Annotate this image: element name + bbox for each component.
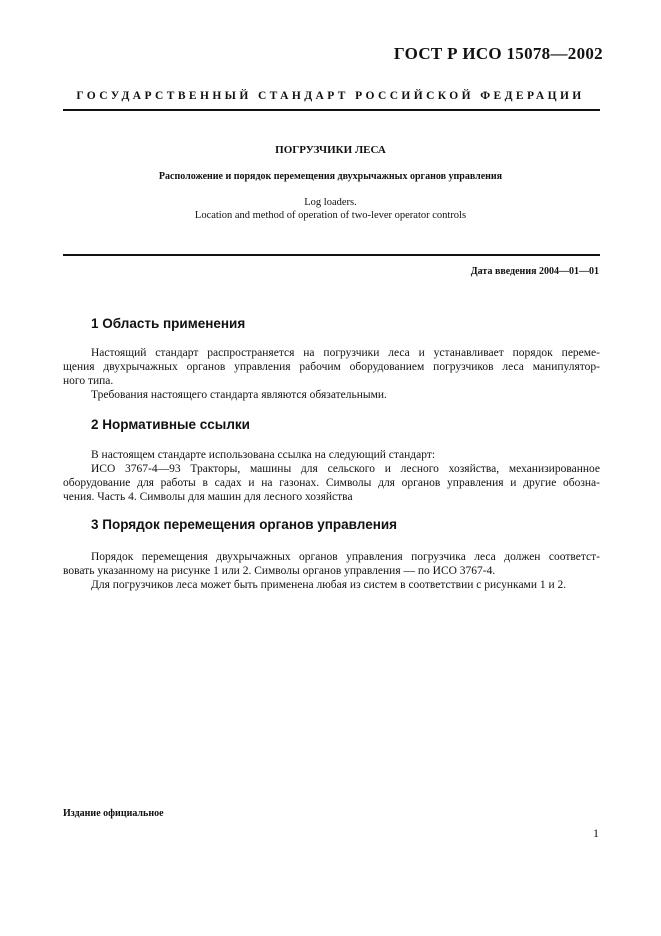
title-divider (63, 254, 600, 256)
english-title-line: Log loaders. (304, 197, 357, 208)
state-standard-title: ГОСУДАРСТВЕННЫЙ СТАНДАРТ РОССИЙСКОЙ ФЕДЕРАЦИИ (76, 90, 585, 102)
english-title (0, 196, 661, 222)
section-heading-scope: 1 Область применения (91, 316, 246, 331)
paragraph-line: оборудование для работы в садах и на газонах. Символы для органов управления и другие обозна- (63, 477, 600, 489)
paragraph-line: ного типа. (63, 375, 114, 387)
edition-note: Издание официальное (63, 808, 164, 819)
page-number: 1 (593, 826, 599, 840)
section-body-references (63, 448, 600, 504)
paragraph-line: Для погрузчиков леса может быть применена любая из систем в соответствии с рисунками 1 и 2. (91, 579, 567, 591)
introduction-date: Дата введения 2004—01—01 (470, 266, 599, 277)
standard-title: ПОГРУЗЧИКИ ЛЕСА (275, 144, 386, 156)
paragraph-line: В настоящем стандарте использована ссылка на следующий стандарт: (91, 449, 436, 461)
paragraph-line: щения двухрычажных органов управления рабочим оборудованием погрузчиков леса манипулятор- (63, 361, 600, 373)
paragraph-line: Порядок перемещения двухрычажных органов управления погрузчика леса должен соответст- (91, 551, 600, 563)
document-code: ГОСТ Р ИСО 15078—2002 (393, 44, 603, 63)
section-body-control-order (63, 550, 600, 592)
paragraph-line: чения. Часть 4. Символы для машин для лесного хозяйства (63, 491, 353, 503)
section-heading-control-order: 3 Порядок перемещения органов управления (91, 517, 398, 532)
english-title-line: Location and method of operation of two-lever operator controls (194, 210, 467, 221)
paragraph-line: Настоящий стандарт распространяется на погрузчики леса и устанавливает порядок переме- (91, 347, 600, 359)
paragraph-line: ИСО 3767-4—93 Тракторы, машины для сельского и лесного хозяйства, механизированное (91, 463, 600, 475)
section-heading-references: 2 Нормативные ссылки (91, 417, 250, 432)
paragraph-line: Требования настоящего стандарта являются обязательными. (91, 389, 387, 401)
standard-subtitle: Расположение и порядок перемещения двухрычажных органов управления (158, 171, 503, 182)
section-body-scope (63, 346, 600, 402)
paragraph-line: вовать указанному на рисунке 1 или 2. Символы органов управления — по ИСО 3767-4. (63, 565, 496, 577)
header-divider (63, 109, 600, 111)
